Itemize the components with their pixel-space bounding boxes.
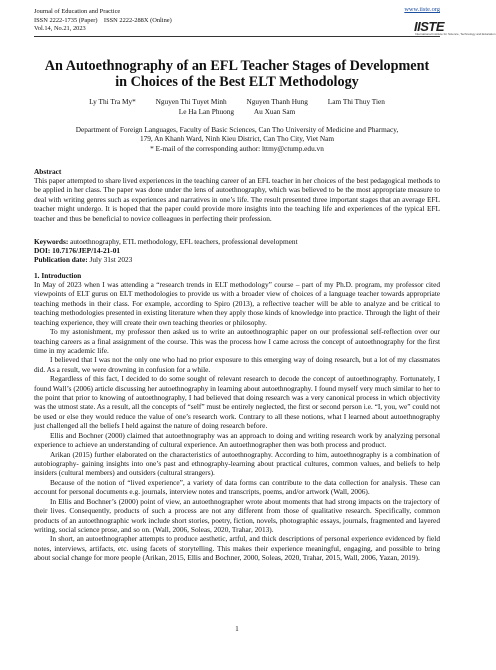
paragraph: Arikan (2015) further elaborated on the characteristics of autoethnography. According to him, autoethnography is a combination of autobiography- gaining insights into one’s past and ethnography-learning about practical cultures, common values, and beliefs to help insiders (cultural members) and outsiders (cultural strangers).: [34, 449, 440, 478]
journal-header-right: [404, 6, 496, 40]
journal-url-link[interactable]: www.iiste.org: [404, 6, 440, 13]
paragraph: I believed that I was not the only one who had no prior exposure to this emerging way of doing research, but a lot of my classmates did. As a result, we were drowning in confusion for a while.: [34, 355, 440, 374]
paragraph: In Ellis and Bochner’s (2000) point of view, an autoethnographer wrote about moments that had strong impacts on the trajectory of their lives. Consequently, products of such a process are not any different from those of qualitative research. Specifically, common products of an autoethnographic work include short stories, poetry, fiction, novels, photographic essays, journals, fragmented and layered writing, social science prose, and so on. (Wall, 2006, Soleas, 2020, Trahar, 2013).: [34, 496, 440, 534]
iiste-logo: [414, 17, 496, 36]
pubdate-label: Publication date:: [34, 255, 88, 264]
affiliation: [34, 125, 440, 153]
keywords-value: autoethnography, ETL methodology, EFL teachers, professional development: [68, 237, 298, 246]
affiliation-line-1: Department of Foreign Languages, Faculty of Basic Sciences, Can Tho University of Medicine and Pharmacy,: [75, 125, 399, 134]
paragraph: Because of the notion of “lived experience”, a variety of data forms can contribute to the data collection for analysis. These can account for personal documents e.g. journals, interview notes and transcripts, poems, and/or artwork (Wall, 2006).: [34, 477, 440, 497]
author-name: Ly Thi Tra My*: [89, 97, 136, 106]
journal-volume: Vol.14, No.21, 2023: [34, 25, 86, 33]
author-name: Nguyen Thi Tuyet Minh: [155, 97, 227, 106]
keywords: [34, 237, 440, 246]
introduction-heading: 1. Introduction: [34, 271, 82, 280]
paragraph: In May of 2023 when I was attending a “research trends in ELT methodology” course – part of my Ph.D. program, my professor cited viewpoints of ELT gurus on ELT methodologies to provide us with a broader view of choices of a language teacher towards appropriate teaching methods in their class. For example, according to Spiro (2013), a reflective teacher will be able to analyze and be critical to teaching methodologies presented in existing literature when they apply those kinds of knowledge into practice. Through the light of their teaching experience, they will create their own teaching theories or philosophy.: [34, 280, 440, 327]
introduction-body: [34, 280, 440, 563]
pubdate-value: July 31st 2023: [89, 255, 133, 264]
abstract-heading: Abstract: [34, 167, 62, 176]
page-number: 1: [235, 624, 239, 633]
author-name: Au Xuan Sam: [253, 106, 296, 116]
doi-label: DOI:: [34, 246, 51, 255]
keywords-label: Keywords:: [34, 237, 69, 246]
doi-value[interactable]: 10.7176/JEP/14-21-01: [50, 246, 121, 255]
paragraph: In short, an autoethnographer attempts to produce aesthetic, artful, and thick descriptions of personal experience evidenced by field notes, interviews, artifacts, etc. using facets of storytelling. This makes their experience meaningful, engaging, and possible to bring about social change for more people (Arikan, 2015, Ellis and Bochner, 2000, Soleas, 2020, Trahar, 2015, Wall, 2006, Yazan, 2019).: [34, 534, 440, 563]
author-list: [34, 97, 440, 116]
journal-header: [34, 8, 172, 34]
paragraph: Ellis and Bochner (2000) claimed that autoethnography was an approach to doing and writing research work by analyzing personal experience to achieve an understanding of cultural experience. An autoethnographer then was both process and product.: [34, 430, 440, 450]
header-rule: [34, 36, 440, 37]
paper-title: [34, 58, 440, 90]
abstract-text: This paper attempted to share lived experiences in the teaching career of an EFL teacher in her choices of the best pedagogical methods to be applied in her class. The paper was done under the lens of autoethnography, which was believed to be the most appropriate measure to deal with writing genres such as experiences and narratives in one’s life. The result presented three important stages that an average EFL teacher might undergo. It is hoped that the paper could provide more insights into the teaching life and experiences of the typical EFL teacher and thus be beneficial to novice colleagues in perfecting their profession.: [34, 176, 440, 223]
paragraph: To my astonishment, my professor then asked us to write an autoethnographic paper on our professional self-reflection over our teaching careers as a final assignment of the course. This was the process how I came across the concept of autoethnography for the first time in my academic life.: [34, 327, 440, 355]
publication-date: [34, 255, 440, 264]
author-name: Nguyen Thanh Hung: [246, 97, 308, 106]
logo-subtext: International Institute for Science, Technology and Education: [415, 31, 496, 36]
title-line-1: An Autoethnography of an EFL Teacher Stages of Development: [44, 58, 430, 74]
journal-issn: ISSN 2222-1735 (Paper) ISSN 2222-288X (Online): [34, 16, 172, 24]
doi: [34, 246, 440, 255]
title-line-2: in Choices of the Best ELT Methodology: [115, 74, 359, 90]
author-name: Le Ha Lan Phuong: [178, 106, 235, 116]
author-name: Lam Thi Thuy Tien: [327, 97, 385, 106]
logo-text: IISTE: [414, 18, 445, 34]
paragraph: Regardless of this fact, I decided to do some sought of relevant research to decode the concept of autoethnography. Fortunately, I found Wall’s (2006) article discussing her autoethnography in learning about autoethnography. I found myself very much similar to her to the point that prior to knowing of autoethnography, I had believed that doing research was a very canonical process in which objectivity was the utmost state. As a result, all the concepts of “self” must be entirely neglected, the first or second person i.e. “I, you, we” could not be used or else they would reduce the value of one’s research work. Contrary to all these notions, what I learned about autoethnography just challenged all the beliefs I held against the nature of doing research before.: [34, 374, 440, 431]
corresponding-email: * E-mail of the corresponding author: lttmy@ctump.edu.vn: [150, 143, 324, 153]
journal-name: Journal of Education and Practice: [34, 8, 121, 15]
affiliation-line-2: 179, An Khanh Ward, Ninh Kieu District, Can Tho City, Viet Nam: [139, 134, 335, 144]
